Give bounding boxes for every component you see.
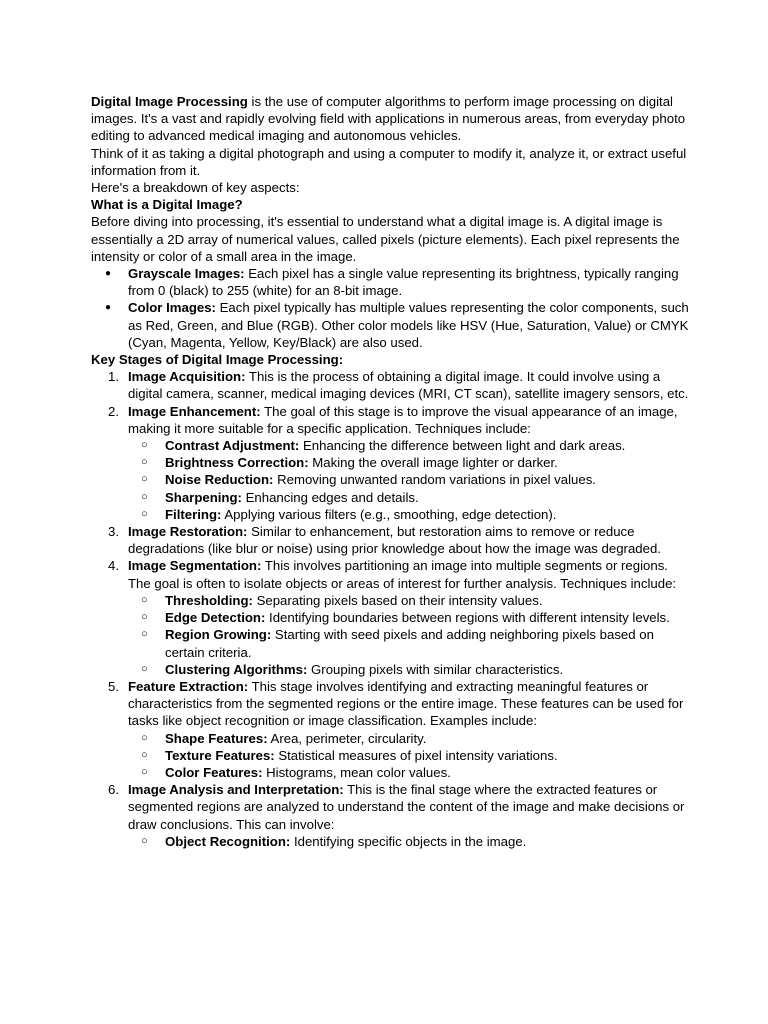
stages-list: [91, 368, 691, 850]
analysis-list: [128, 833, 691, 850]
list-item: ○ Region Growing: Starting with seed pixels and adding neighboring pixels based on certain criteria.: [128, 626, 691, 660]
stage-number: 5.: [108, 678, 119, 694]
image-types-list: [91, 265, 691, 351]
list-item: ○ Clustering Algorithms: Grouping pixels with similar characteristics.: [128, 661, 691, 678]
intro-paragraph: [91, 93, 691, 145]
stage-number: 2.: [108, 403, 119, 419]
section-heading-key-stages: Key Stages of Digital Image Processing:: [91, 352, 344, 368]
technique-list: [128, 437, 691, 523]
list-item: ○ Texture Features: Statistical measures of pixel intensity variations.: [128, 747, 691, 764]
list-item: ○ Sharpening: Enhancing edges and details.: [128, 489, 691, 506]
stage-item: 4. Image Segmentation: This involves partitioning an image into multiple segments or regions. The goal is often to isolate objects or areas of interest for further analysis. Techniques include: ○ Thresholding: Separating pixels based on their intensity values. ○ Edge Detection: Identifying boundaries between regions with different intensity levels. ○ Region Growing: Starting with seed pixels and adding neighboring pixels based on certain criteria. ○ Clustering Algorithms: Grouping pixels with similar characteristics.: [91, 557, 691, 677]
list-item: ○ Object Recognition: Identifying specific objects in the image.: [128, 833, 691, 850]
feature-list: [128, 730, 691, 782]
intro-text: is the use of computer algorithms to perform image processing on digital images. It's a vast and rapidly evolving field with applications in numerous areas, from everyday photo editing to advanced medical imaging and autonomous vehicles.: [91, 94, 686, 144]
technique-list: [128, 592, 691, 678]
stage-number: 1.: [108, 369, 119, 385]
list-item: ○ Thresholding: Separating pixels based on their intensity values.: [128, 592, 691, 609]
list-item: ○ Noise Reduction: Removing unwanted random variations in pixel values.: [128, 471, 691, 488]
stage-item: 5. Feature Extraction: This stage involves identifying and extracting meaningful features or characteristics from the segmented regions or the entire image. These features can be used for tasks like object recognition or image classification. Examples include: ○ Shape Features: Area, perimeter, circularity. ○ Texture Features: Statistical measures of pixel intensity variations. ○ Color Features: Histograms, mean color values.: [91, 678, 691, 781]
list-item: ○ Filtering: Applying various filters (e.g., smoothing, edge detection).: [128, 506, 691, 523]
list-item: ● Grayscale Images: Each pixel has a single value representing its brightness, typically ranging from 0 (black) to 255 (white) for an 8-bit image.: [91, 265, 691, 299]
document-page: [91, 93, 691, 850]
stage-number: 6.: [108, 782, 119, 798]
intro-term: Digital Image Processing: [91, 94, 248, 109]
list-item: ○ Shape Features: Area, perimeter, circularity.: [128, 730, 691, 747]
stage-number: 4.: [108, 558, 119, 574]
section-heading-digital-image: What is a Digital Image?: [91, 197, 243, 213]
stage-item: 2. Image Enhancement: The goal of this stage is to improve the visual appearance of an image, making it more suitable for a specific application. Techniques include: ○ Contrast Adjustment: Enhancing the difference between light and dark areas. ○ Brightness Correction: Making the overall image lighter or darker. ○ Noise Reduction: Removing unwanted random variations in pixel values. ○ Sharpening: Enhancing edges and details. ○ Filtering: Applying various filters (e.g., smoothing, edge detection).: [91, 403, 691, 523]
breakdown-paragraph: Here's a breakdown of key aspects:: [91, 180, 300, 196]
stage-item: 1. Image Acquisition: This is the process of obtaining a digital image. It could involve using a digital camera, scanner, medical imaging devices (MRI, CT scan), satellite imagery sensors, etc.: [91, 368, 691, 402]
stage-item: 6. Image Analysis and Interpretation: This is the final stage where the extracted features or segmented regions are analyzed to understand the content of the image and make decisions or draw conclusions. This can involve: ○ Object Recognition: Identifying specific objects in the image.: [91, 781, 691, 850]
list-item: ○ Brightness Correction: Making the overall image lighter or darker.: [128, 454, 691, 471]
list-item: ○ Color Features: Histograms, mean color values.: [128, 764, 691, 781]
stage-number: 3.: [108, 524, 119, 540]
list-item: ○ Edge Detection: Identifying boundaries between regions with different intensity levels.: [128, 609, 691, 626]
list-item: ○ Contrast Adjustment: Enhancing the difference between light and dark areas.: [128, 437, 691, 454]
section-digital-image-text: Before diving into processing, it's essential to understand what a digital image is. A digital image is essentially a 2D array of numerical values, called pixels (picture elements). Each pixel represents the intensity or color of a small area in the image.: [91, 214, 680, 264]
stage-item: 3. Image Restoration: Similar to enhancement, but restoration aims to remove or reduce degradations (like blur or noise) using prior knowledge about how the image was degraded.: [91, 523, 691, 557]
list-item: ● Color Images: Each pixel typically has multiple values representing the color components, such as Red, Green, and Blue (RGB). Other color models like HSV (Hue, Saturation, Value) or CMYK (Cyan, Magenta, Yellow, Key/Black) are also used.: [91, 299, 691, 351]
analogy-paragraph: Think of it as taking a digital photograph and using a computer to modify it, analyze it, or extract useful information from it.: [91, 145, 687, 178]
